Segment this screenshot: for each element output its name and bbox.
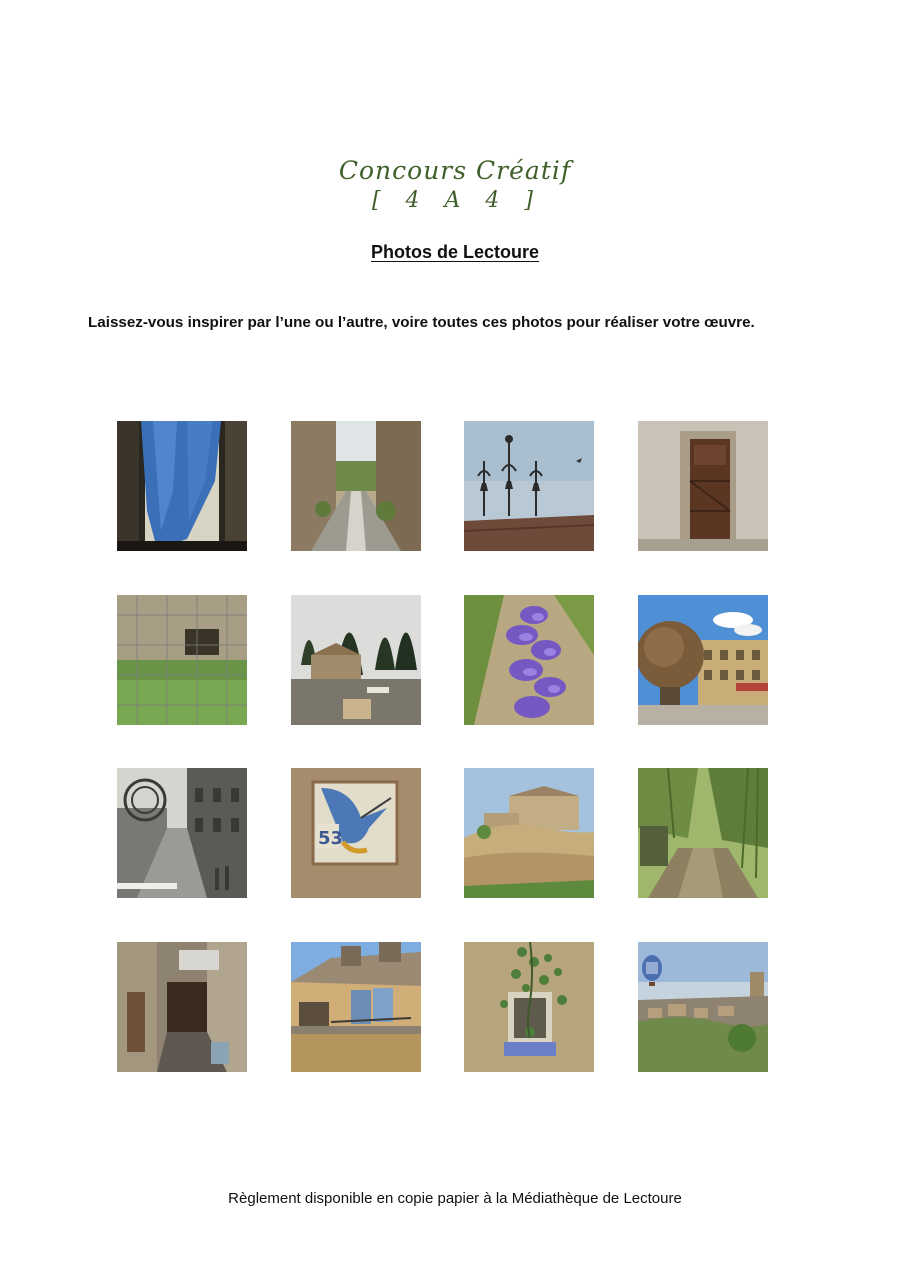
- photo-ramparts-cliff: [464, 768, 594, 898]
- photo-bell-tower: [464, 421, 594, 551]
- photo-grid: [117, 421, 768, 1072]
- page-title: Concours Créatif: [338, 156, 572, 185]
- photo-garden-fence: [117, 595, 247, 725]
- photo-vintage-postcard: [117, 768, 247, 898]
- svg-text:53: 53: [317, 828, 343, 849]
- contest-code: [ 4 A 4 ]: [371, 188, 543, 213]
- photo-hummingbird-mosaic: [291, 768, 421, 898]
- photo-stone-alley: [117, 942, 247, 1072]
- photo-globe-square: [638, 595, 768, 725]
- photo-blue-curtain: [117, 421, 247, 551]
- photo-old-door: [638, 421, 768, 551]
- photo-blue-shutters: [291, 942, 421, 1072]
- section-heading: Photos de Lectoure: [370, 242, 540, 262]
- photo-window-plant: [464, 942, 594, 1072]
- intro-text: Laissez-vous inspirer par l’une ou l’autre, voire toutes ces photos pour réaliser votre œuvre.: [88, 314, 755, 331]
- photo-narrow-street: [291, 421, 421, 551]
- footer-note: Règlement disponible en copie papier à la Médiathèque de Lectoure: [228, 1190, 682, 1207]
- photo-purple-crocus: [464, 595, 594, 725]
- photo-hot-air-balloon: [638, 942, 768, 1072]
- photo-cypress-village: [291, 595, 421, 725]
- photo-bamboo-path: [638, 768, 768, 898]
